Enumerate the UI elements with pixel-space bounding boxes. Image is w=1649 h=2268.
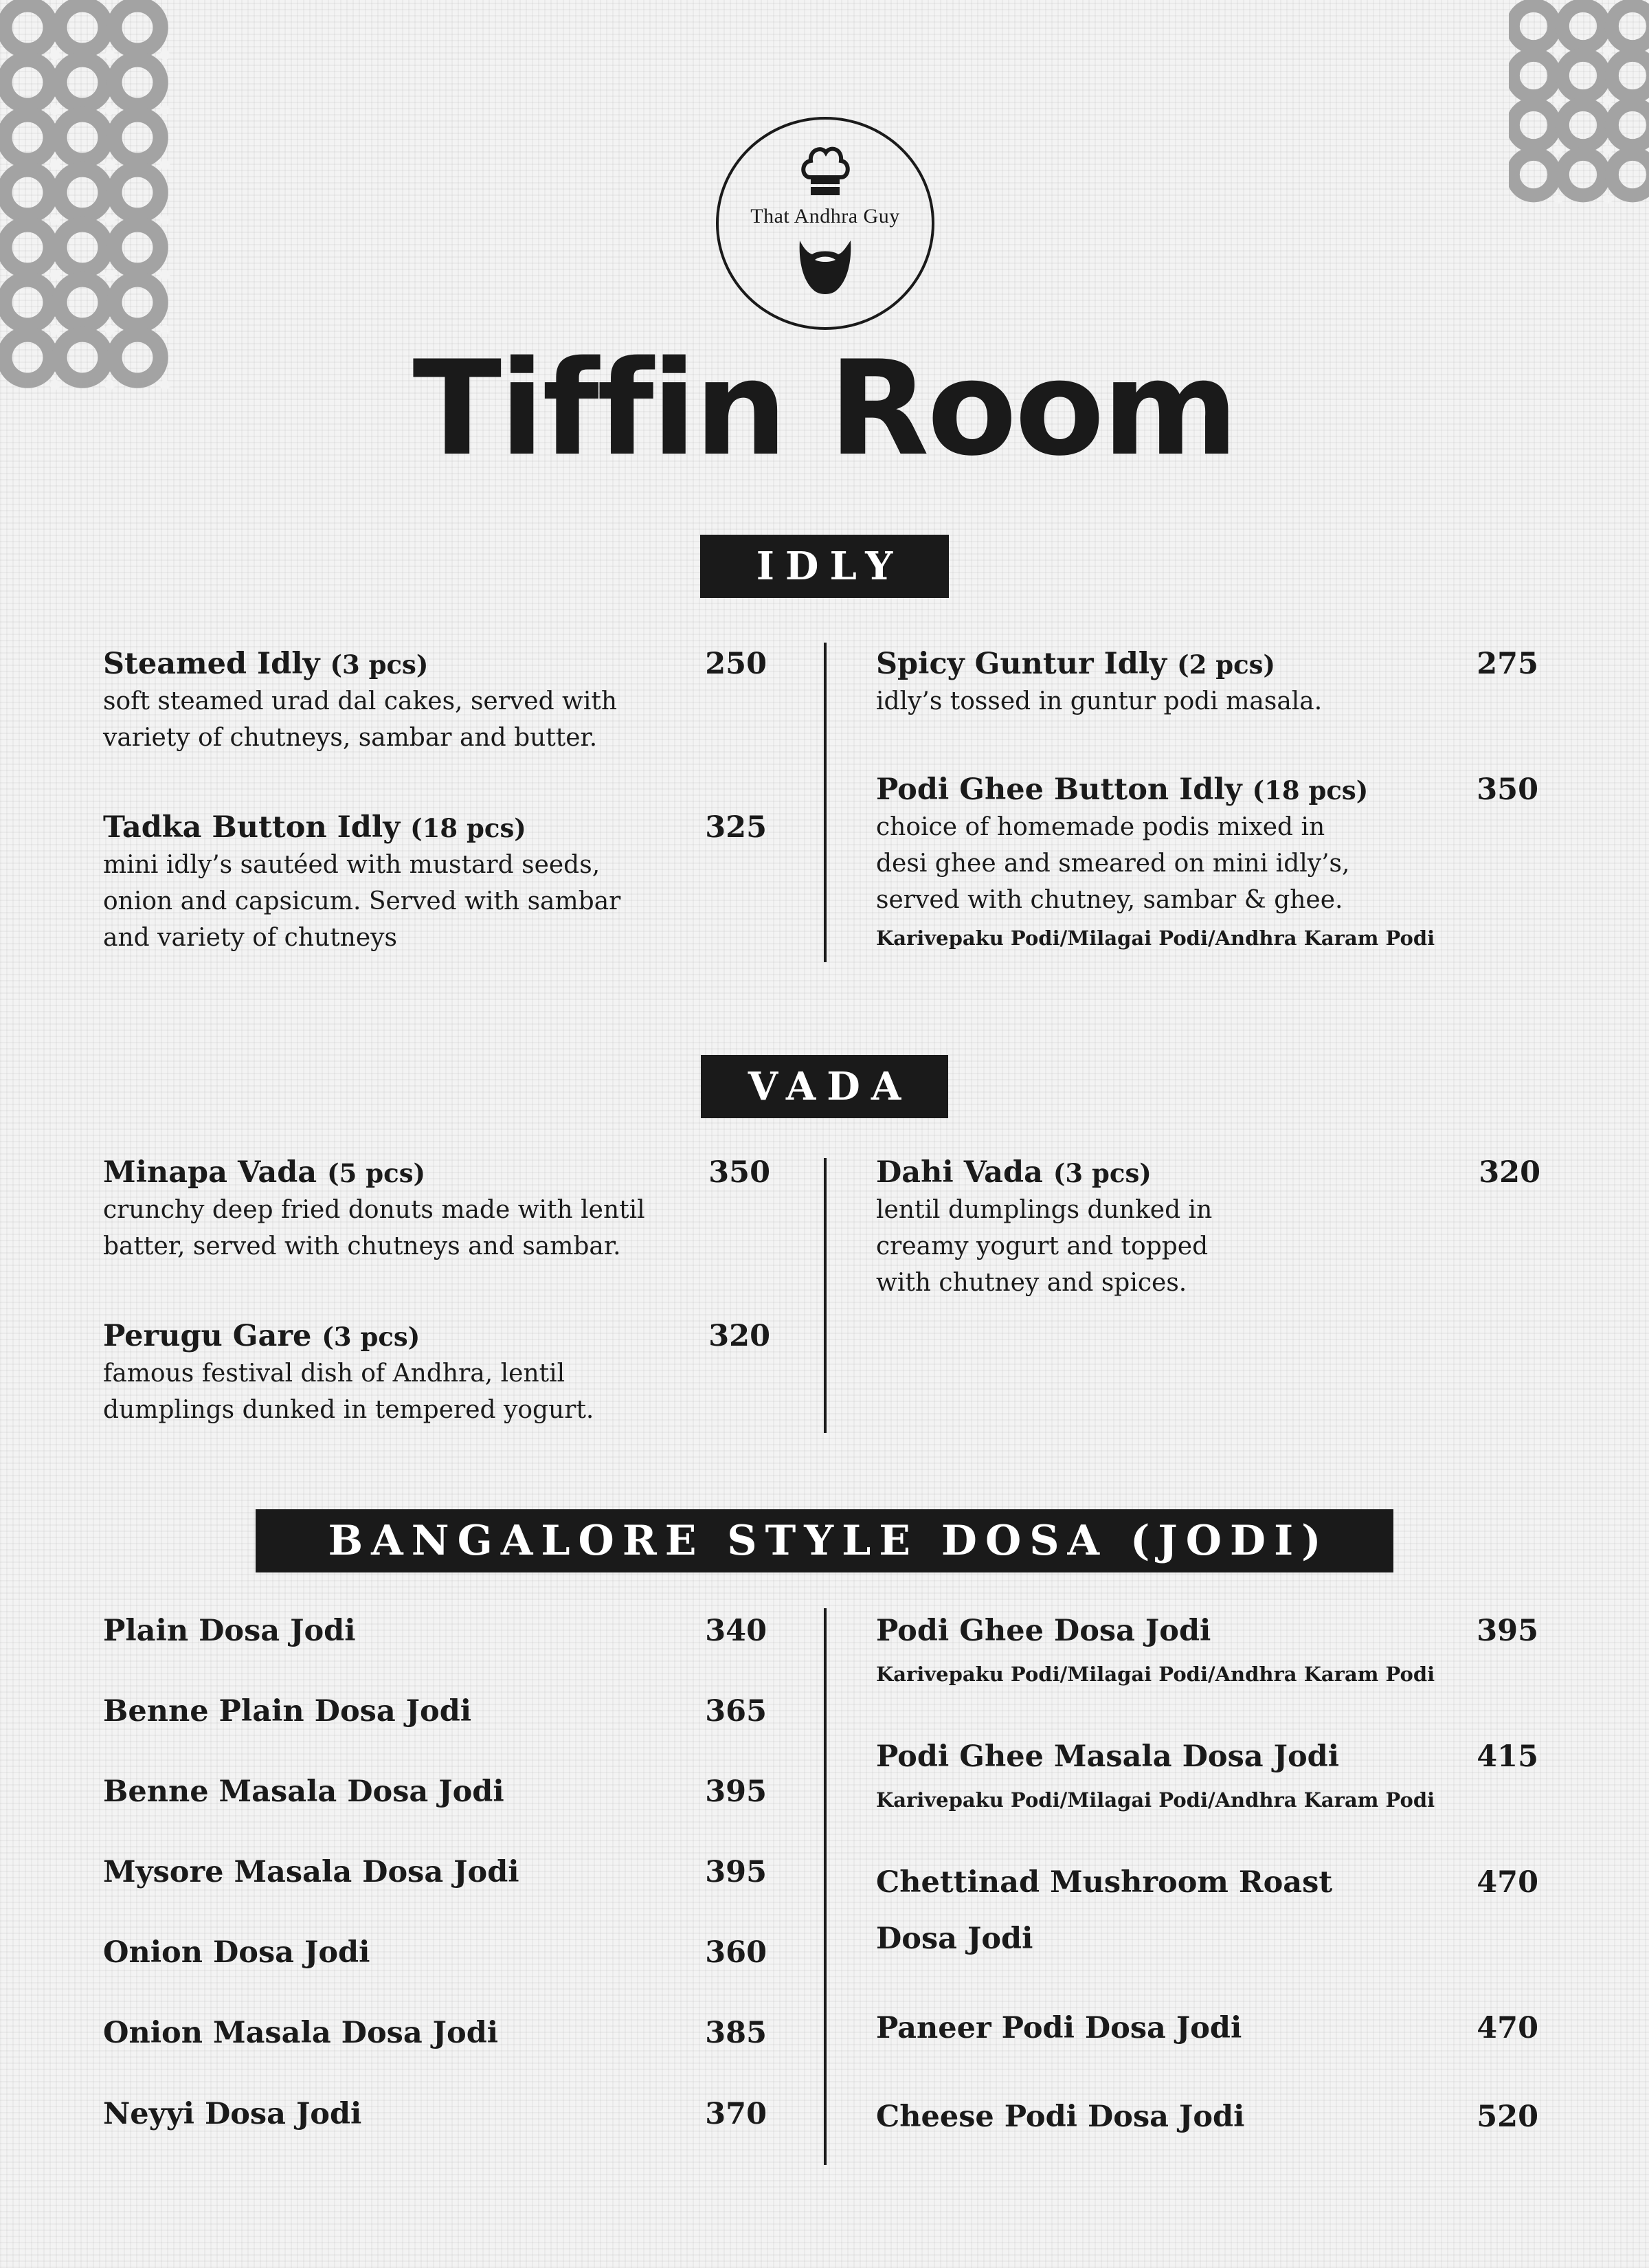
item-price: 360 [705,1935,767,1970]
kolam-dot [1554,195,1563,204]
section-banner-dosa: BANGALORE STYLE DOSA (JODI) [256,1509,1393,1572]
item-quantity: (3 pcs) [1053,1158,1152,1188]
kolam-dot [105,50,115,60]
item-quantity: (18 pcs) [1252,775,1369,805]
item-price: 470 [1477,2011,1538,2045]
item-price: 395 [1477,1614,1538,1648]
kolam-dot [160,105,170,115]
item-price: 520 [1477,2100,1538,2134]
kolam-loop [59,224,105,270]
item-price: 415 [1477,1739,1538,1774]
item-options: Karivepaku Podi/Milagai Podi/Andhra Karam Podi [876,1663,1435,1686]
item-price: 385 [705,2016,767,2050]
item-name: Perugu Gare (3 pcs) [103,1319,420,1353]
item-price: 250 [705,647,767,681]
item-name: Plain Dosa Jodi [103,1614,356,1648]
item-options: Karivepaku Podi/Milagai Podi/Andhra Karam Podi [876,926,1435,950]
item-name: Dahi Vada (3 pcs) [876,1155,1152,1190]
kolam-loop [1513,55,1554,96]
item-quantity: (2 pcs) [1177,649,1275,680]
item-price: 370 [705,2097,767,2131]
kolam-dot [160,325,170,335]
kolam-loop [1612,5,1649,47]
kolam-loop [4,59,50,105]
kolam-dot [105,215,115,225]
item-description: idly’s tossed in guntur podi masala. [876,687,1323,715]
item-name: Chettinad Mushroom Roast [876,1865,1333,1900]
item-name: Cheese Podi Dosa Jodi [876,2100,1245,2134]
kolam-dot [50,325,60,335]
kolam-dot [105,325,115,335]
item-quantity: (3 pcs) [330,649,429,680]
kolam-dot [1604,96,1613,105]
kolam-dot [1604,47,1613,56]
kolam-loop [4,4,50,50]
item-name: Steamed Idly (3 pcs) [103,647,429,681]
column-divider [824,1608,827,2165]
kolam-dot [1604,195,1613,204]
item-price: 320 [708,1319,770,1353]
kolam-loop [1562,5,1604,47]
kolam-dot [50,270,60,280]
kolam-loop [1612,104,1649,146]
item-options: Karivepaku Podi/Milagai Podi/Andhra Karam Podi [876,1788,1435,1812]
item-quantity: (18 pcs) [410,813,526,843]
item-name: Podi Ghee Button Idly (18 pcs) [876,772,1369,807]
kolam-loop [114,169,160,215]
item-price: 340 [705,1614,767,1648]
kolam-loop [114,114,160,160]
kolam-loop [1513,154,1554,195]
kolam-loop [1513,104,1554,146]
kolam-loop [1612,55,1649,96]
item-name: Minapa Vada (5 pcs) [103,1155,426,1190]
item-name: Spicy Guntur Idly (2 pcs) [876,647,1275,681]
kolam-dot [160,215,170,225]
kolam-loop [59,169,105,215]
kolam-loop [1513,5,1554,47]
column-divider [824,1158,827,1433]
kolam-loop [114,279,160,325]
item-quantity: (3 pcs) [322,1322,420,1352]
kolam-dot [160,50,170,60]
item-price: 325 [705,810,767,845]
item-name: Podi Ghee Masala Dosa Jodi [876,1739,1340,1774]
item-description: soft steamed urad dal cakes, served with variety of chutneys, sambar and butter. [103,687,618,752]
item-price: 470 [1477,1865,1538,1900]
chef-hat-icon [800,142,851,201]
kolam-dot [1604,146,1613,155]
kolam-pattern-icon [1509,0,1649,247]
item-name: Paneer Podi Dosa Jodi [876,2011,1242,2045]
item-name: Benne Masala Dosa Jodi [103,1775,504,1809]
kolam-loop [59,114,105,160]
kolam-dot [50,215,60,225]
section-banner-vada: VADA [701,1055,948,1118]
kolam-dot [160,270,170,280]
item-name: Mysore Masala Dosa Jodi [103,1855,519,1889]
item-price: 350 [1477,772,1538,807]
kolam-loop [1612,154,1649,195]
kolam-dot [50,105,60,115]
section-banner-idly: IDLY [700,535,949,598]
kolam-loop [59,4,105,50]
kolam-loop [1562,55,1604,96]
kolam-loop [114,59,160,105]
kolam-loop [1562,154,1604,195]
kolam-dot [1554,47,1563,56]
item-price: 365 [705,1694,767,1728]
kolam-dot [105,105,115,115]
item-name: Tadka Button Idly (18 pcs) [103,810,526,845]
item-name: Benne Plain Dosa Jodi [103,1694,472,1728]
item-description: crunchy deep fried donuts made with lentil batter, served with chutneys and sambar. [103,1196,645,1260]
kolam-loop [1562,104,1604,146]
item-description: famous festival dish of Andhra, lentil dumplings dunked in tempered yogurt. [103,1359,594,1424]
page-title: Tiffin Room [412,333,1237,485]
kolam-dot [50,50,60,60]
kolam-loop [4,224,50,270]
item-name: Podi Ghee Dosa Jodi [876,1614,1211,1648]
item-price: 350 [708,1155,770,1190]
kolam-dot [1554,96,1563,105]
item-description: mini idly’s sautéed with mustard seeds, onion and capsicum. Served with sambar and variety of chutneys [103,851,621,952]
brand-logo [716,117,933,329]
kolam-dot [160,160,170,170]
kolam-loop [4,279,50,325]
item-name: Neyyi Dosa Jodi [103,2097,362,2131]
kolam-loop [59,279,105,325]
kolam-loop [114,224,160,270]
column-divider [824,643,827,962]
kolam-dot [50,160,60,170]
item-description: choice of homemade podis mixed in desi ghee and smeared on mini idly’s, served with chutney, sambar & ghee. [876,813,1350,914]
kolam-loop [59,59,105,105]
beard-icon [797,239,853,297]
item-quantity: (5 pcs) [327,1158,426,1188]
kolam-loop [4,169,50,215]
kolam-loop [114,4,160,50]
kolam-loop [4,114,50,160]
brand-name: That Andhra Guy [750,205,900,227]
item-name-continued: Dosa Jodi [876,1922,1033,1956]
item-description: lentil dumplings dunked in creamy yogurt and topped with chutney and spices. [876,1196,1213,1297]
item-price: 275 [1477,647,1538,681]
item-price: 395 [705,1855,767,1889]
kolam-dot [105,270,115,280]
item-name: Onion Masala Dosa Jodi [103,2016,499,2050]
kolam-dot [1554,146,1563,155]
kolam-dot [105,160,115,170]
item-price: 395 [705,1775,767,1809]
item-price: 320 [1479,1155,1540,1190]
item-name: Onion Dosa Jodi [103,1935,370,1970]
